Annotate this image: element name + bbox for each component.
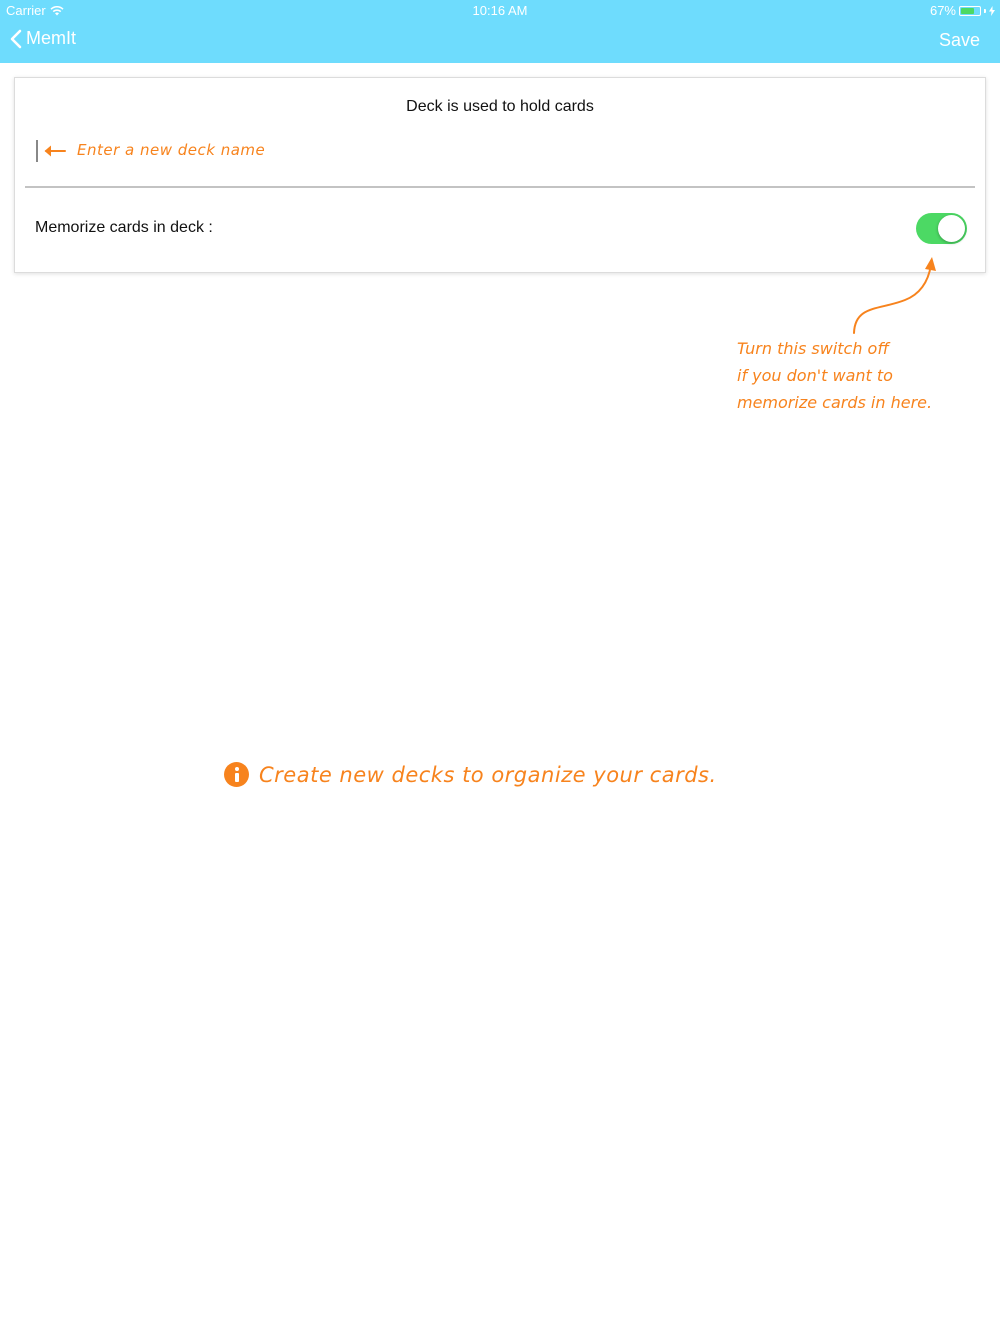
battery-percent: 67% [929,3,956,18]
info-text: Create new decks to organize your cards. [259,762,717,787]
info-message [224,762,717,787]
info-icon [224,762,249,787]
status-time: 10:16 AM [472,3,528,18]
switch-hint [737,335,932,416]
status-battery [930,3,995,18]
curved-arrow-icon [845,255,945,335]
left-arrow-icon [41,143,67,159]
navigation-bar [0,0,1000,63]
divider [25,186,975,188]
switch-hint-line: memorize cards in here. [737,393,933,412]
memorize-toggle[interactable] [916,213,967,244]
memorize-label: Memorize cards in deck : [35,219,213,236]
carrier-label: Carrier [6,3,46,18]
switch-hint-line: Turn this switch off [737,339,889,358]
toggle-knob [938,215,965,242]
bolt-icon [989,6,995,16]
deck-name-hint: Enter a new deck name [77,141,266,159]
chevron-left-icon [10,29,22,49]
back-label: MemIt [26,28,77,48]
save-button[interactable]: Save [938,30,980,50]
back-button[interactable] [10,28,76,49]
deck-form-card [14,77,986,273]
form-title: Deck is used to hold cards [406,98,594,115]
battery-icon [959,6,981,16]
text-cursor [36,140,38,162]
switch-hint-line: if you don't want to [737,366,893,385]
